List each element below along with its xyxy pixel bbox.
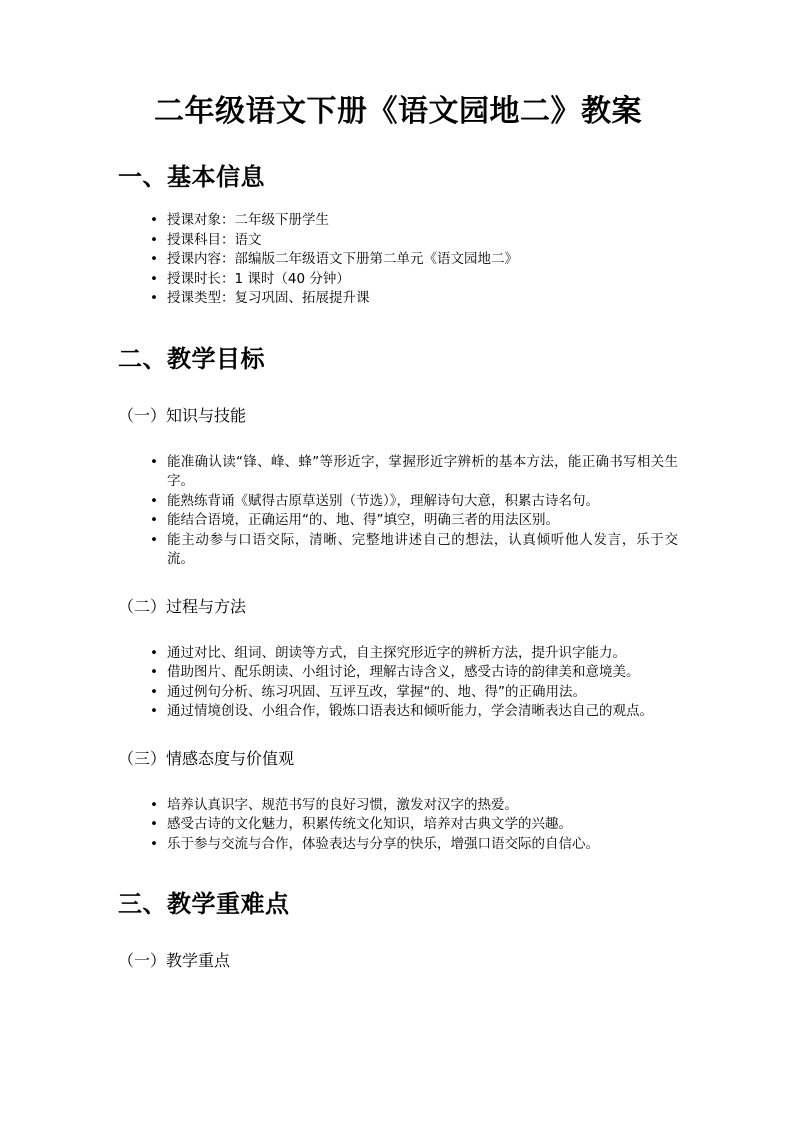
spacer <box>118 920 678 950</box>
spacer <box>118 854 678 888</box>
basic-info-list <box>118 211 678 309</box>
spacer <box>118 375 678 405</box>
knowledge-skills-list <box>118 453 678 570</box>
spacer <box>118 618 678 644</box>
subsection-heading-knowledge-skills: （一）知识与技能 <box>118 405 247 425</box>
list-item: • 授课内容：部编版二年级语文下册第二单元《语文园地二》 <box>118 250 678 270</box>
subsection-heading-teaching-focus: （一）教学重点 <box>118 951 231 970</box>
page-title: 二年级语文下册《语文园地二》教案 <box>154 94 642 129</box>
list-item: • 培养认真识字、规范书写的良好习惯，激发对汉字的热爱。 <box>118 796 678 816</box>
spacer <box>118 427 678 453</box>
list-item: • 感受古诗的文化魅力，积累传统文化知识，培养对古典文学的兴趣。 <box>118 815 678 835</box>
list-item: • 借助图片、配乐朗读、小组讨论，理解古诗含义，感受古诗的韵律美和意境美。 <box>118 663 678 683</box>
list-item: • 能熟练背诵《赋得古原草送别（节选）》，理解诗句大意，积累古诗名句。 <box>118 492 678 512</box>
spacer <box>118 132 678 161</box>
spacer <box>118 770 678 796</box>
spacer <box>118 570 678 596</box>
spacer <box>118 193 678 211</box>
spacer <box>118 309 678 343</box>
process-method-list <box>118 644 678 722</box>
subsection-heading-attitude-values: （三）情感态度与价值观 <box>118 748 295 768</box>
list-item: • 授课时长：1 课时（40 分钟） <box>118 270 678 290</box>
section-heading-1: 一、基本信息 <box>118 162 265 191</box>
section-heading-3: 三、教学重难点 <box>118 889 290 918</box>
attitude-values-list <box>118 796 678 855</box>
list-item: • 授课科目：语文 <box>118 231 678 251</box>
list-item: • 通过对比、组词、朗读等方式，自主探究形近字的辨析方法，提升识字能力。 <box>118 644 678 664</box>
list-item: • 能结合语境，正确运用“的、地、得”填空，明确三者的用法区别。 <box>118 511 678 531</box>
subsection-heading-process-method: （二）过程与方法 <box>118 596 247 616</box>
section-heading-2: 二、教学目标 <box>118 343 265 373</box>
list-item: • 通过例句分析、练习巩固、互评互改，掌握“的、地、得”的正确用法。 <box>118 683 678 703</box>
list-item: • 乐于参与交流与合作，体验表达与分享的快乐，增强口语交际的自信心。 <box>118 835 678 855</box>
list-item: • 能主动参与口语交际，清晰、完整地讲述自己的想法，认真倾听他人发言，乐于交流。 <box>118 531 678 570</box>
document-content <box>118 0 678 972</box>
list-item: • 能准确认读“锋、峰、蜂”等形近字，掌握形近字辨析的基本方法，能正确书写相关生字。 <box>118 453 678 492</box>
list-item: • 通过情境创设、小组合作，锻炼口语表达和倾听能力，学会清晰表达自己的观点。 <box>118 702 678 722</box>
list-item: • 授课对象：二年级下册学生 <box>118 211 678 231</box>
spacer <box>118 722 678 748</box>
list-item: • 授课类型：复习巩固、拓展提升课 <box>118 289 678 309</box>
